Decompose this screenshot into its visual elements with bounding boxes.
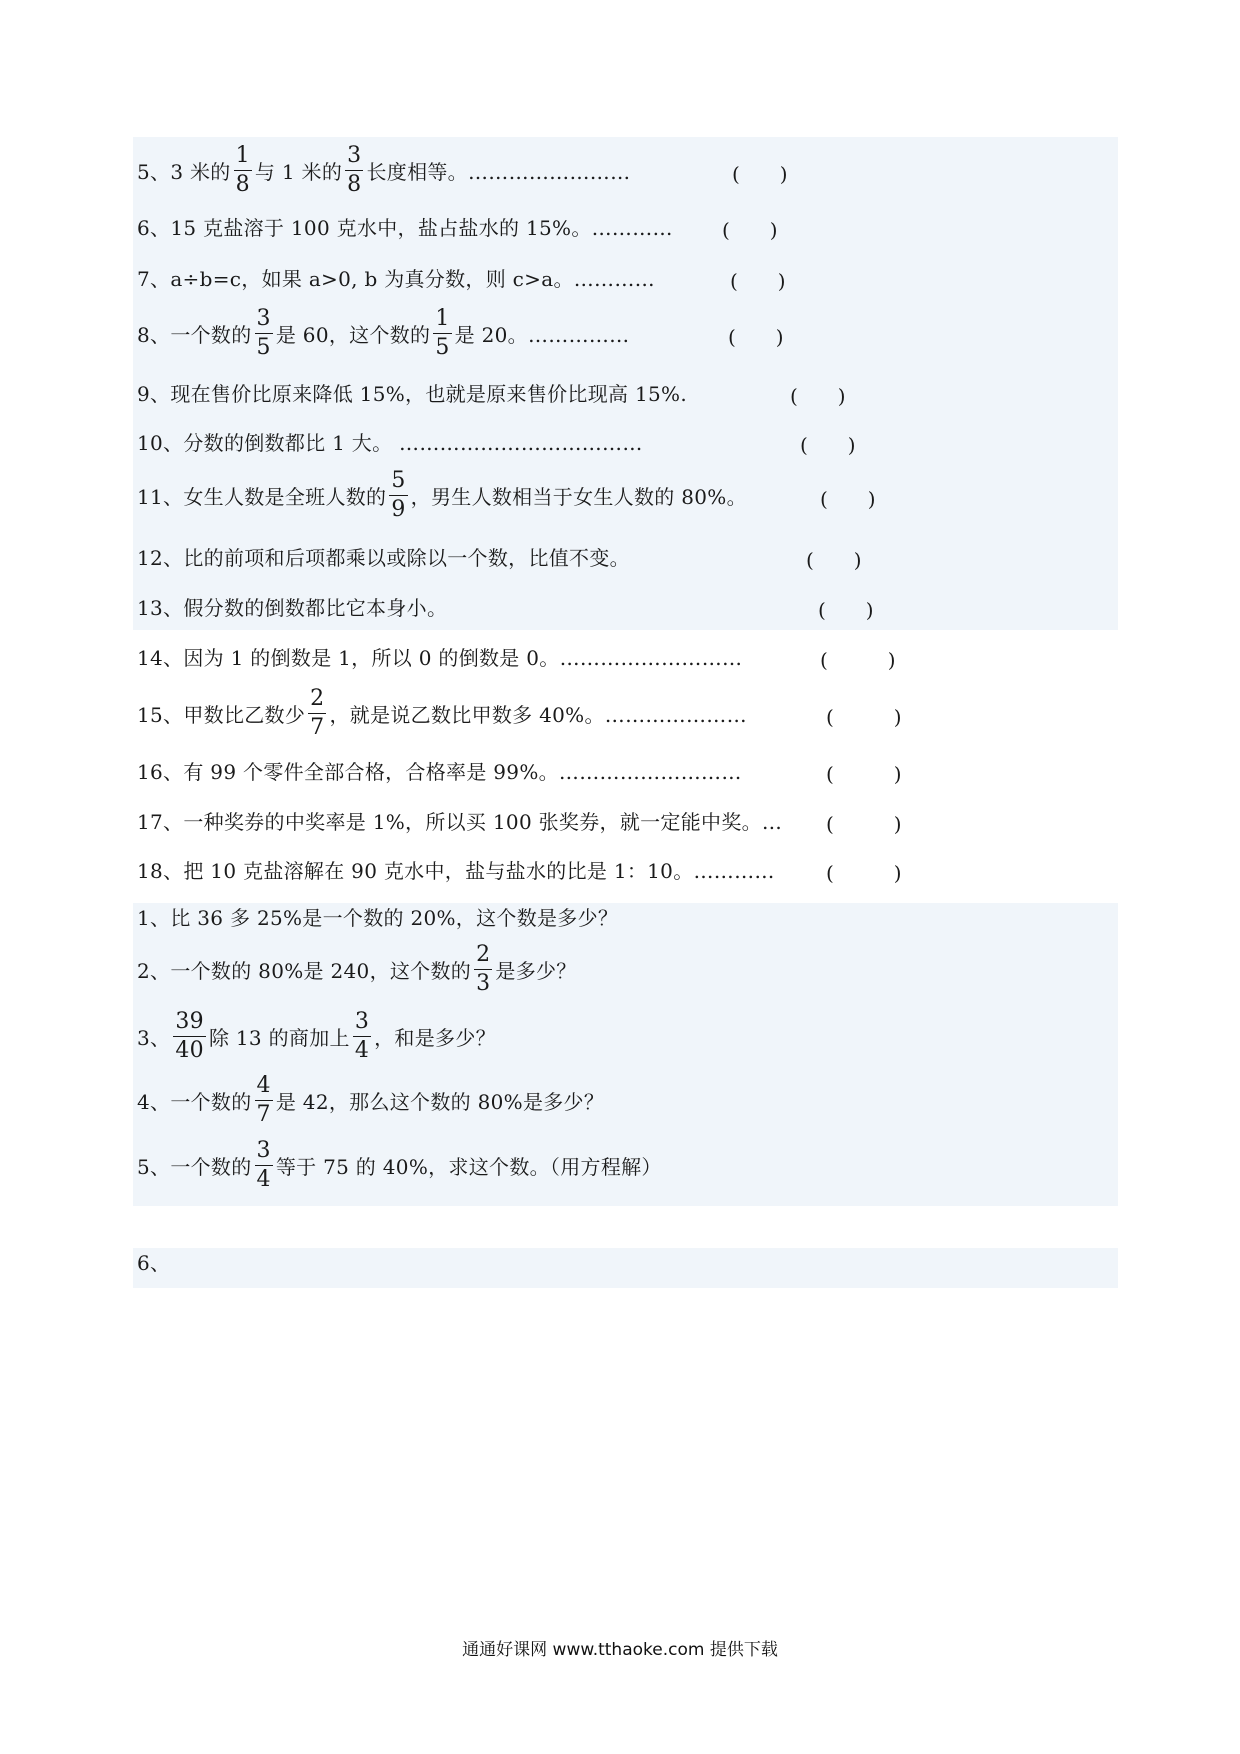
- question-text: 2、一个数的 80%是 240，这个数的: [137, 958, 472, 983]
- question-text: 7、a÷b=c，如果 a>0, b 为真分数，则 c>a。…………: [137, 266, 655, 291]
- answer-blank[interactable]: ( ): [826, 812, 902, 836]
- question-text: 是 42，那么这个数的 80%是多少？: [275, 1089, 605, 1114]
- fraction-denominator: 8: [235, 171, 250, 197]
- question-text: 10、分数的倒数都比 1 大。 ………………………………: [137, 430, 643, 455]
- answer-blank[interactable]: ( ): [728, 325, 784, 349]
- question-text: 17、一种奖券的中奖率是 1%，所以买 100 张奖券，就一定能中奖。…: [137, 809, 783, 834]
- fraction-numerator: 3: [255, 1140, 273, 1166]
- fraction: [173, 1008, 206, 1063]
- question-text: 6、15 克盐溶于 100 克水中，盐占盐水的 15%。…………: [137, 215, 673, 240]
- fraction: [474, 941, 492, 996]
- fraction: [255, 1137, 273, 1192]
- fraction-numerator: 2: [308, 688, 326, 714]
- true-false-question-q8: [137, 303, 629, 363]
- fraction-numerator: 39: [173, 1011, 206, 1037]
- fraction: [433, 305, 451, 360]
- question-text: 是 20。……………: [454, 322, 630, 347]
- answer-blank[interactable]: ( ): [806, 548, 862, 572]
- page-footer: 通通好课网 www.tthaoke.com 提供下载: [462, 1640, 778, 1660]
- question-text: 9、现在售价比原来降低 15%，也就是原来售价比现高 15%.: [137, 381, 688, 406]
- answer-blank[interactable]: ( ): [722, 218, 778, 242]
- question-text: ，就是说乙数比甲数多 40%。…………………: [329, 702, 747, 727]
- question-text: ，男生人数相当于女生人数的 80%。: [410, 484, 747, 509]
- fraction-numerator: 3: [345, 145, 363, 171]
- question-text: 是 60，这个数的: [275, 322, 431, 347]
- question-text: 5、一个数的: [137, 1154, 252, 1179]
- question-text: 5、3 米的: [137, 159, 231, 184]
- answer-blank[interactable]: ( ): [820, 487, 876, 511]
- question-text: 15、甲数比乙数少: [137, 702, 306, 727]
- answer-blank[interactable]: ( ): [732, 162, 788, 186]
- question-text: 6、: [137, 1250, 171, 1275]
- question-text: 长度相等。……………………: [366, 159, 631, 184]
- question-text: 1、比 36 多 25%是一个数的 20%，这个数是多少？: [137, 905, 619, 930]
- true-false-question-q14: [137, 626, 742, 686]
- fraction-numerator: 3: [255, 308, 273, 334]
- fraction: [389, 467, 407, 522]
- fraction-numerator: 4: [255, 1075, 273, 1101]
- fraction-denominator: 5: [256, 334, 271, 360]
- answer-blank[interactable]: ( ): [826, 762, 902, 786]
- question-text: 8、一个数的: [137, 322, 252, 347]
- fraction-denominator: 4: [354, 1037, 370, 1063]
- true-false-question-q15: [137, 683, 747, 743]
- fraction-denominator: 7: [256, 1101, 271, 1127]
- question-text: ，和是多少？: [374, 1025, 496, 1050]
- calculation-question-c5: [137, 1135, 662, 1195]
- question-text: 11、女生人数是全班人数的: [137, 484, 387, 509]
- fraction-numerator: 1: [433, 308, 451, 334]
- question-text: 18、把 10 克盐溶解在 90 克水中，盐与盐水的比是 1：10。…………: [137, 858, 775, 883]
- true-false-question-q5: [137, 140, 630, 200]
- question-text: 4、一个数的: [137, 1089, 252, 1114]
- fraction: [255, 1072, 273, 1127]
- answer-blank[interactable]: ( ): [818, 598, 874, 622]
- answer-blank[interactable]: ( ): [820, 648, 896, 672]
- fraction-numerator: 1: [234, 145, 252, 171]
- fraction-numerator: 2: [474, 944, 492, 970]
- fraction-denominator: 7: [310, 714, 325, 740]
- calculation-question-c6: [137, 1231, 170, 1291]
- answer-blank[interactable]: ( ): [826, 705, 902, 729]
- fraction-denominator: 40: [175, 1037, 204, 1063]
- fraction-denominator: 5: [435, 334, 450, 360]
- question-text: 14、因为 1 的倒数是 1，所以 0 的倒数是 0。………………………: [137, 645, 743, 670]
- calculation-question-c1: [137, 886, 618, 946]
- question-text: 等于 75 的 40%，求这个数。（用方程解）: [275, 1154, 662, 1179]
- true-false-question-q7: [137, 247, 655, 307]
- answer-blank[interactable]: ( ): [826, 861, 902, 885]
- fraction: [308, 685, 326, 740]
- fraction: [345, 142, 363, 197]
- answer-blank[interactable]: ( ): [790, 384, 846, 408]
- answer-blank[interactable]: ( ): [800, 433, 856, 457]
- question-text: 与 1 米的: [254, 159, 343, 184]
- answer-blank[interactable]: ( ): [730, 269, 786, 293]
- fraction-denominator: 8: [347, 171, 362, 197]
- question-text: 是多少？: [495, 958, 577, 983]
- fraction: [353, 1008, 371, 1063]
- fraction: [255, 305, 273, 360]
- fraction-numerator: 3: [353, 1011, 371, 1037]
- fraction-denominator: 3: [476, 970, 491, 996]
- question-6-highlight: [133, 1248, 1118, 1288]
- fraction: [234, 142, 252, 197]
- fraction-denominator: 9: [391, 496, 406, 522]
- question-text: 3、: [137, 1025, 171, 1050]
- question-text: 12、比的前项和后项都乘以或除以一个数，比值不变。: [137, 545, 630, 570]
- calculation-question-c2: [137, 939, 577, 999]
- true-false-question-q10: [137, 411, 643, 471]
- question-text: 16、有 99 个零件全部合格，合格率是 99%。………………………: [137, 759, 742, 784]
- fraction-numerator: 5: [389, 470, 407, 496]
- question-text: 13、假分数的倒数都比它本身小。: [137, 595, 448, 620]
- calculation-question-c4: [137, 1070, 604, 1130]
- question-text: 除 13 的商加上: [208, 1025, 350, 1050]
- calculation-question-c3: [137, 1006, 496, 1066]
- fraction-denominator: 4: [256, 1166, 271, 1192]
- true-false-question-q11: [137, 465, 747, 525]
